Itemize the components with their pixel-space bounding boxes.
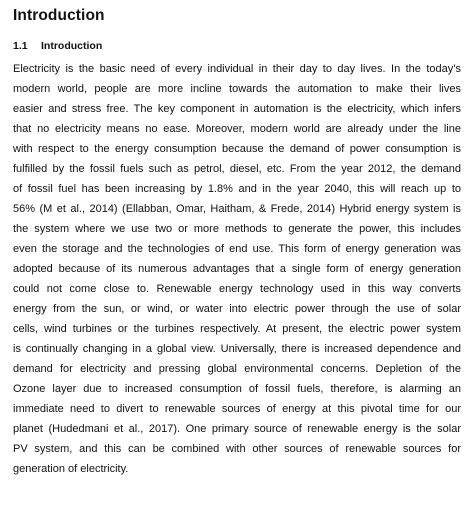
document-title: Introduction xyxy=(13,7,105,24)
paragraph-line: that no electricity means no ease. Moreover, modern world are already under the line xyxy=(13,123,461,135)
paragraph-line: could not come close to. Renewable energy technology used in this way converts xyxy=(13,283,461,295)
paragraph-line: the system where we use two or more methods to generate the power, this includes xyxy=(13,223,461,235)
paragraph-line: immediate need to divert to renewable sources of energy at this pivotal time for our xyxy=(13,403,461,415)
paragraph-line: of fossil fuel has been increasing by 1.8% and in the year 2040, this will reach up to xyxy=(13,183,461,195)
paragraph-line: is continually changing in a global view. Universally, there is increased dependence and xyxy=(13,343,461,355)
paragraph-line: modern world, people are more incline towards the automation to make their lives xyxy=(13,83,461,95)
paragraph-line: fulfilled by the fossil fuels such as petrol, diesel, etc. From the year 2012, the demand xyxy=(13,163,461,175)
paragraph-line: generation of electricity. xyxy=(13,463,129,475)
paragraph-line: Ozone layer due to increased consumption of fossil fuels, therefore, is alarming an xyxy=(13,383,461,395)
section-title: Introduction xyxy=(41,40,103,52)
section-heading xyxy=(13,40,461,53)
paragraph-line: energy from the sun, or wind, or water into electric power through the use of solar xyxy=(13,303,461,315)
paragraph-line: with respect to the energy consumption because the demand of power consumption is xyxy=(13,143,461,155)
paragraph-line: PV system, and this can be combined with other sources of renewable sources for xyxy=(13,443,461,455)
paragraph-line: planet (Hudedmani et al., 2017). One primary source of renewable energy is the solar xyxy=(13,423,461,435)
section-number: 1.1 xyxy=(13,40,28,52)
paragraph-line: easier and stress free. The key component in automation is the electricity, which infers xyxy=(13,103,461,115)
paragraph-line: adopted because of its numerous advantages that a single form of energy generation xyxy=(13,263,461,275)
paragraph-line: even the storage and the technologies of end use. This form of energy generation was xyxy=(13,243,461,255)
paragraph-line: demand for electricity and pressing global environmental concerns. Depletion of the xyxy=(13,363,461,375)
paragraph-line: Electricity is the basic need of every individual in their day to day lives. In the today’s xyxy=(13,63,461,75)
paragraph-line: cells, wind turbines or the turbines respectively. At present, the electric power system xyxy=(13,323,461,335)
paragraph-line: 56% (M et al., 2014) (Ellabban, Omar, Haitham, & Frede, 2014) Hybrid energy system is xyxy=(13,203,461,215)
body-paragraph xyxy=(13,59,461,479)
